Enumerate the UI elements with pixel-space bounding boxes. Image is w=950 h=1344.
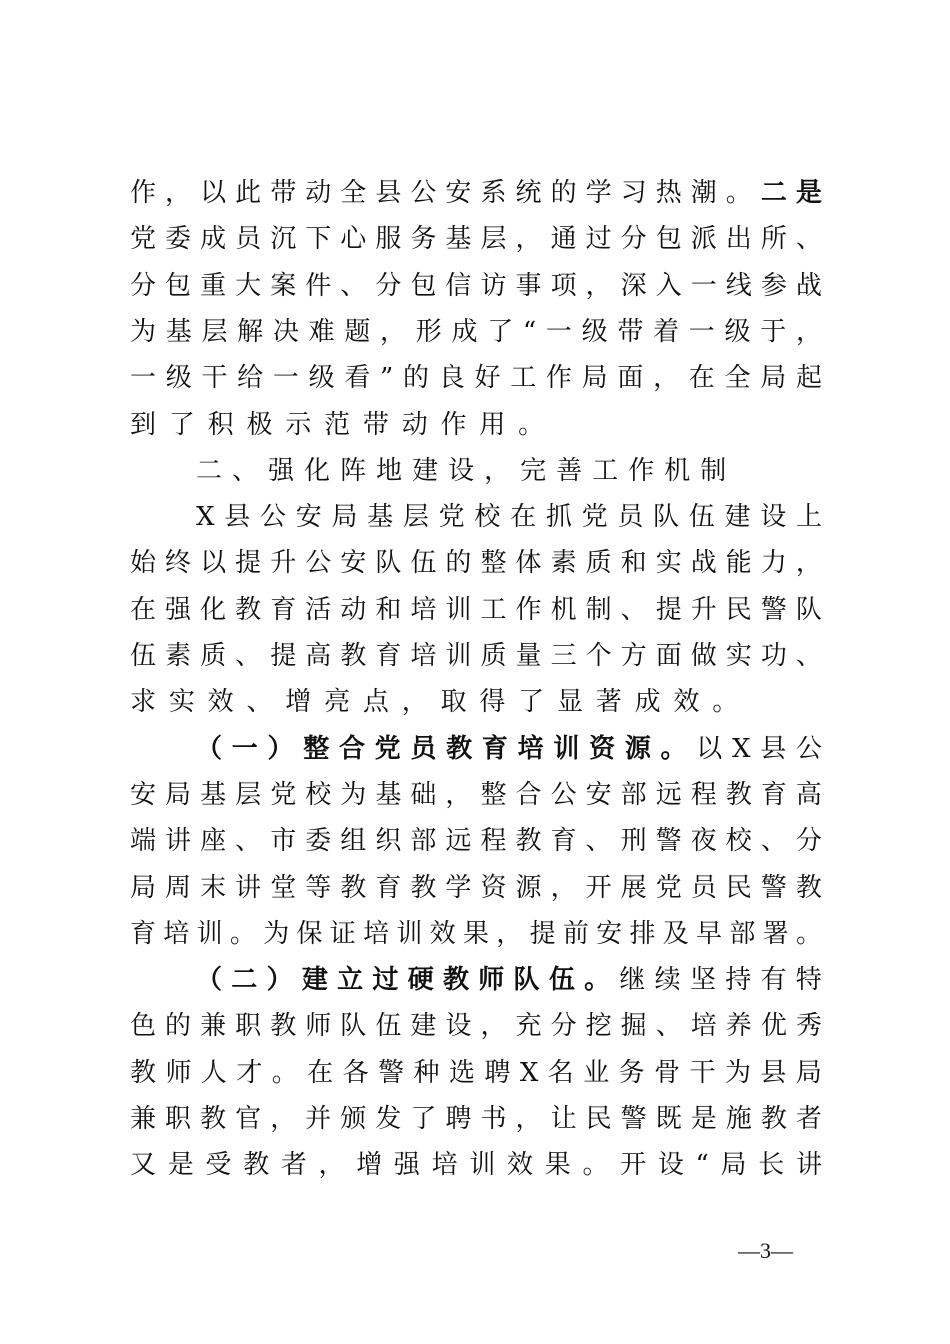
text-line: 色 的 兼 职 教 师 队 伍 建 设 ， 充 分 挖 掘 、 培 养 优 秀 [130, 1011, 822, 1042]
text-line: X 县 公 安 局 基 层 党 校 在 抓 党 员 队 伍 建 设 上 [196, 502, 822, 533]
text-line: （ 二 ） 建 立 过 硬 教 师 队 伍 。 继 续 坚 持 有 特 [196, 965, 822, 996]
section-heading: 二 、 强 化 阵 地 建 设 ， 完 善 工 作 机 制 [196, 455, 727, 486]
text-line: 分 包 重 大 案 件 、 分 包 信 访 事 项 ， 深 入 一 线 参 战 [130, 270, 822, 301]
text-line: 求 实 效 、 增 亮 点 ， 取 得 了 显 著 成 效 。 [130, 687, 739, 718]
text-line: 教 师 人 才 。 在 各 警 种 选 聘 X 名 业 务 骨 干 为 县 局 [130, 1057, 822, 1088]
text-line: 党 委 成 员 沉 下 心 服 务 基 层 ， 通 过 分 包 派 出 所 、 [130, 224, 822, 255]
text-line: 作 ， 以 此 带 动 全 县 公 安 系 统 的 学 习 热 潮 。 二 是 [130, 178, 822, 208]
text-line: 安 局 基 层 党 校 为 基 础 ， 整 合 公 安 部 远 程 教 育 高 [130, 779, 822, 810]
text-line: 到 了 积 极 示 范 带 动 作 用 。 [130, 409, 545, 440]
text-line: （ 一 ） 整 合 党 员 教 育 培 训 资 源 。 以 X 县 公 [196, 733, 822, 764]
text-line: 在 强 化 教 育 活 动 和 培 训 工 作 机 制 、 提 升 民 警 队 [130, 594, 822, 625]
text-line: 育 培 训 。 为 保 证 培 训 效 果 ， 提 前 安 排 及 早 部 署 。 [130, 918, 822, 949]
text-line: 端 讲 座 、 市 委 组 织 部 远 程 教 育 、 刑 警 夜 校 、 分 [130, 826, 822, 857]
text-line: 局 周 末 讲 堂 等 教 育 教 学 资 源 ， 开 展 党 员 民 警 教 [130, 872, 822, 903]
text-line: 又 是 受 教 者 ， 增 强 培 训 效 果 。 开 设 “ 局 长 讲 [130, 1150, 822, 1181]
page-number: —3— [738, 1238, 793, 1263]
text-line: 为 基 层 解 决 难 题 ， 形 成 了 “ 一 级 带 着 一 级 于 ， [130, 316, 822, 347]
text-line: 始 终 以 提 升 公 安 队 伍 的 整 体 素 质 和 实 战 能 力 ， [130, 548, 822, 579]
text-line: 兼 职 教 官 ， 并 颁 发 了 聘 书 ， 让 民 警 既 是 施 教 者 [130, 1104, 822, 1134]
text-line: 伍 素 质 、 提 高 教 育 培 训 质 量 三 个 方 面 做 实 功 、 [130, 641, 822, 671]
text-line: 一 级 干 给 一 级 看 ” 的 良 好 工 作 局 面 ， 在 全 局 起 [130, 363, 822, 394]
